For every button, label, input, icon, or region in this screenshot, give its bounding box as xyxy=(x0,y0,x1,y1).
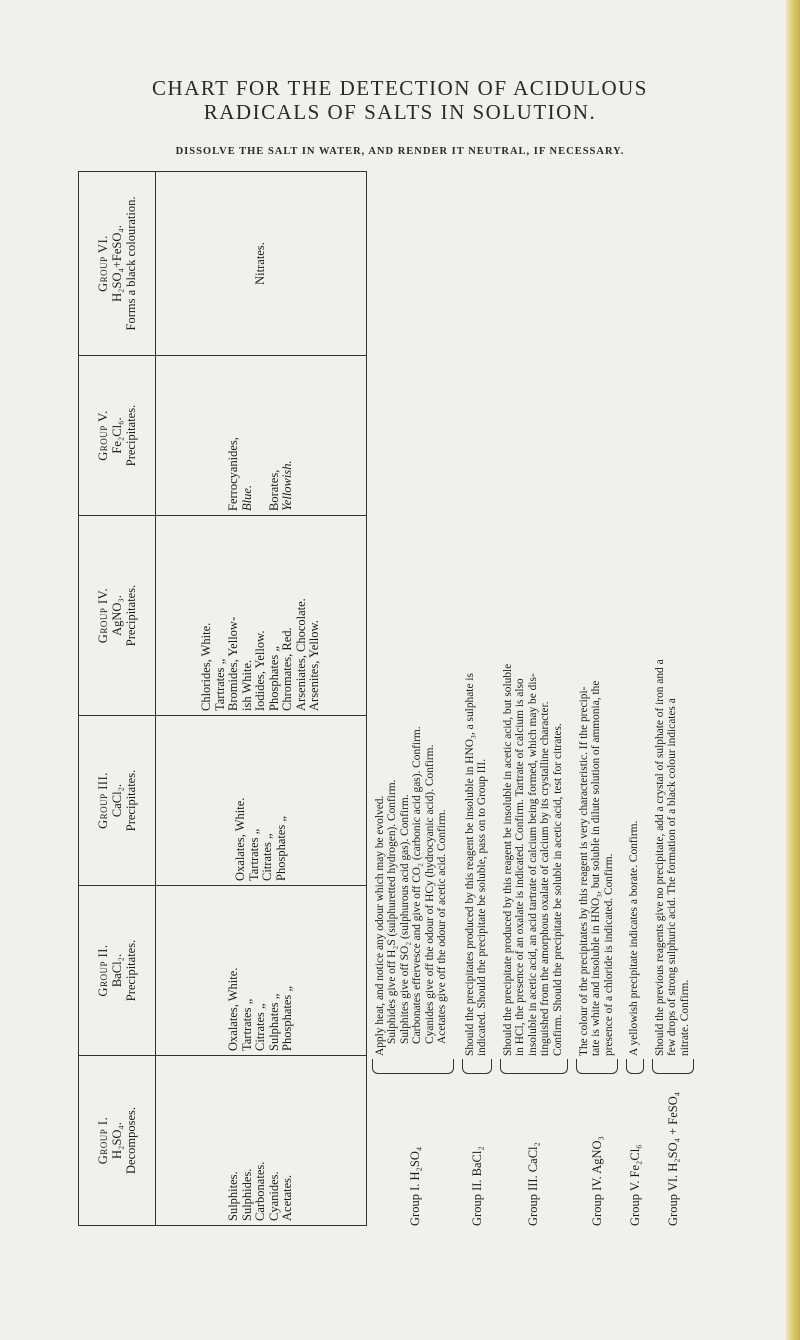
instruction-group-6 xyxy=(650,172,700,1232)
brace xyxy=(626,1059,644,1074)
list-item: Arseniates, Chocolate. xyxy=(293,598,308,711)
group-2-header xyxy=(79,886,156,1056)
list-item: Cyanides. xyxy=(266,1171,281,1221)
instruction-text xyxy=(654,176,691,1056)
list-item: ish White. xyxy=(239,659,254,711)
list-item: Sulphates „ xyxy=(266,993,281,1051)
list-item: Tartrates „ xyxy=(239,998,254,1051)
instruction-group-2 xyxy=(460,172,494,1232)
group-5-name: Group V. xyxy=(96,410,110,461)
instruction-group-4 xyxy=(574,172,620,1232)
group-2-action: Precipitates. xyxy=(124,939,138,1002)
instruction-line: indicated. Should the precipitate be soluble, pass on to Group III. xyxy=(476,758,489,1056)
group-4-items xyxy=(156,516,367,716)
instruction-line: Confirm. Should the precipitate be soluble in acetic acid, test for citrates. xyxy=(551,723,564,1056)
list-item: Phosphates „ xyxy=(266,646,281,711)
group-6-reagent: H₂SO₄+FeSO₄. xyxy=(110,225,124,302)
group-1-reagent: H₂SO₄. xyxy=(110,1122,124,1159)
list-item: Borates, xyxy=(266,469,281,511)
list-item: Ferrocyanides, xyxy=(226,437,241,511)
instruction-group-3 xyxy=(498,172,570,1232)
brace xyxy=(372,1059,454,1074)
group-2-items xyxy=(156,886,367,1056)
instruction-line: The colour of the precipitates by this reagent is very characteristic. If the precipi- xyxy=(578,686,590,1056)
instruction-line: Carbonates effervesce and give off CO₂ (carbonic acid gas). Confirm. xyxy=(411,726,424,1044)
group-5-action: Precipitates. xyxy=(124,404,138,467)
group-1-action: Decomposes. xyxy=(124,1107,138,1174)
instruction-line: Acetates give off the odour of acetic acid. Confirm. xyxy=(436,809,449,1044)
instruction-text xyxy=(464,176,489,1056)
group-1-name: Group I. xyxy=(96,1116,110,1165)
list-item: Phosphates „ xyxy=(280,986,295,1051)
group-4-action: Precipitates. xyxy=(124,584,138,647)
group-2-reagent: BaCl₂. xyxy=(110,953,124,988)
group-5-header xyxy=(79,356,156,516)
instruction-line: Sulphites give off SO₂ (sulphurous acid gas). Confirm. xyxy=(398,794,411,1044)
group-2-name: Group II. xyxy=(96,944,110,997)
instruction-line: tinguished from the amorphous oxalate of calcium by its crystalline character. xyxy=(539,701,552,1056)
groups-table xyxy=(78,171,367,1226)
list-item: Oxalates, White. xyxy=(233,797,247,881)
instruction-label: Group III. CaCl₂ xyxy=(526,1142,540,1226)
instruction-line: insoluble in acetic acid, an acid tartrate of calcium being formed, which may be dis- xyxy=(526,673,539,1056)
group-1-items xyxy=(156,1056,367,1226)
list-item: Acetates. xyxy=(280,1174,295,1221)
list-item: Chromates, Red. xyxy=(280,627,295,711)
group-3-header xyxy=(79,716,156,886)
group-6-items xyxy=(156,172,367,356)
instruction-line: nitrate. Confirm. xyxy=(678,979,691,1056)
list-item: Tartrates „ xyxy=(212,658,227,711)
list-item: Carbonates. xyxy=(253,1161,268,1221)
group-3-reagent: CaCl₂. xyxy=(110,783,124,818)
list-item: Citrates „ xyxy=(260,833,274,881)
group-4-name: Group IV. xyxy=(96,587,110,644)
group-5-items xyxy=(156,356,367,516)
page-edge xyxy=(786,0,800,1340)
group-6-action: Forms a black colouration. xyxy=(124,196,138,331)
instruction-label: Group V. Fe₂Cl₆ xyxy=(628,1144,642,1226)
brace xyxy=(652,1059,694,1074)
instruction-text xyxy=(578,176,615,1056)
group-3-action: Precipitates. xyxy=(124,769,138,832)
groups-table-region xyxy=(78,172,364,1226)
chart-title-line-1: CHART FOR THE DETECTION OF ACIDULOUS xyxy=(152,76,648,100)
instruction-label: Group II. BaCl₂ xyxy=(470,1146,484,1226)
instruction-text xyxy=(502,176,564,1056)
list-item: Phosphates „ xyxy=(273,816,288,881)
instruction-line: in HCl, the presence of an oxalate is indicated. Confirm. Tartrate of calcium is also xyxy=(514,678,527,1056)
groups-header-row xyxy=(79,172,156,1226)
list-item: Oxalates, White. xyxy=(226,967,241,1051)
list-item: Yellowish. xyxy=(280,460,295,511)
list-item: Bromides, Yellow- xyxy=(226,616,241,711)
chart-subtitle: DISSOLVE THE SALT IN WATER, AND RENDER IT NEUTRAL, IF NECESSARY. xyxy=(175,146,625,157)
group-3-items xyxy=(156,716,367,886)
list-item: Citrates „ xyxy=(253,1003,268,1051)
group-6-header xyxy=(79,172,156,356)
instruction-group-5 xyxy=(624,172,646,1232)
brace xyxy=(462,1059,492,1074)
instructions-region xyxy=(368,172,728,1232)
instruction-text xyxy=(374,176,448,1056)
group-6-name: Group VI. xyxy=(96,235,110,292)
groups-body-row xyxy=(156,172,367,1226)
instruction-line: Should the previous reagents give no precipitate, add a crystal of sulphate of iron and a xyxy=(654,659,666,1056)
list-item: Iodides, Yellow. xyxy=(253,630,268,711)
instruction-line: Apply heat, and notice any odour which may be evolved. xyxy=(374,795,386,1056)
list-item: Chlorides, White. xyxy=(199,622,214,711)
instruction-label: Group I. H₂SO₄ xyxy=(408,1146,422,1226)
list-item: Sulphides. xyxy=(239,1168,254,1221)
list-item: Blue. xyxy=(239,484,254,511)
group-1-header xyxy=(79,1056,156,1226)
list-item: Sulphites. xyxy=(226,1171,241,1221)
instruction-line: few drops of strong sulphuric acid. The formation of a black colour indicates a xyxy=(666,698,679,1056)
group-4-header xyxy=(79,516,156,716)
group-4-reagent: AgNO₃. xyxy=(110,595,124,636)
instruction-line: Should the precipitates produced by this reagent be insoluble in HNO₃, a sulphate is xyxy=(464,673,476,1056)
instruction-line: Should the precipitate produced by this reagent be insoluble in acetic acid, but soluble xyxy=(502,663,514,1056)
instruction-line: Sulphides give off H₂S (sulphuretted hydrogen). Confirm. xyxy=(386,779,399,1044)
instruction-label: Group IV. AgNO₃ xyxy=(590,1136,604,1226)
instruction-group-1 xyxy=(370,172,458,1232)
chart-title-line-2: RADICALS OF SALTS IN SOLUTION. xyxy=(203,100,597,124)
instruction-line: tate is white and insoluble in HNO₃, but soluble in dilute solution of ammonia, the xyxy=(590,680,603,1056)
brace xyxy=(576,1059,618,1074)
list-item: Arsenites, Yellow. xyxy=(307,620,322,711)
list-item: Nitrates. xyxy=(253,242,268,285)
instruction-line: A yellowish precipitate indicates a borate. Confirm. xyxy=(628,820,640,1056)
instruction-text xyxy=(628,176,640,1056)
instruction-line: Cyanides give off the odour of HCy (hydrocyanic acid). Confirm. xyxy=(423,744,436,1044)
instruction-label: Group VI. H₂SO₄ + FeSO₄ xyxy=(666,1091,680,1226)
instruction-line: presence of a chloride is indicated. Confirm. xyxy=(602,853,615,1056)
brace xyxy=(500,1059,568,1074)
group-3-name: Group III. xyxy=(96,772,110,829)
list-item: Tartrates „ xyxy=(246,828,261,881)
list-item xyxy=(254,360,268,511)
group-5-reagent: Fe₂Cl₆. xyxy=(110,417,124,454)
